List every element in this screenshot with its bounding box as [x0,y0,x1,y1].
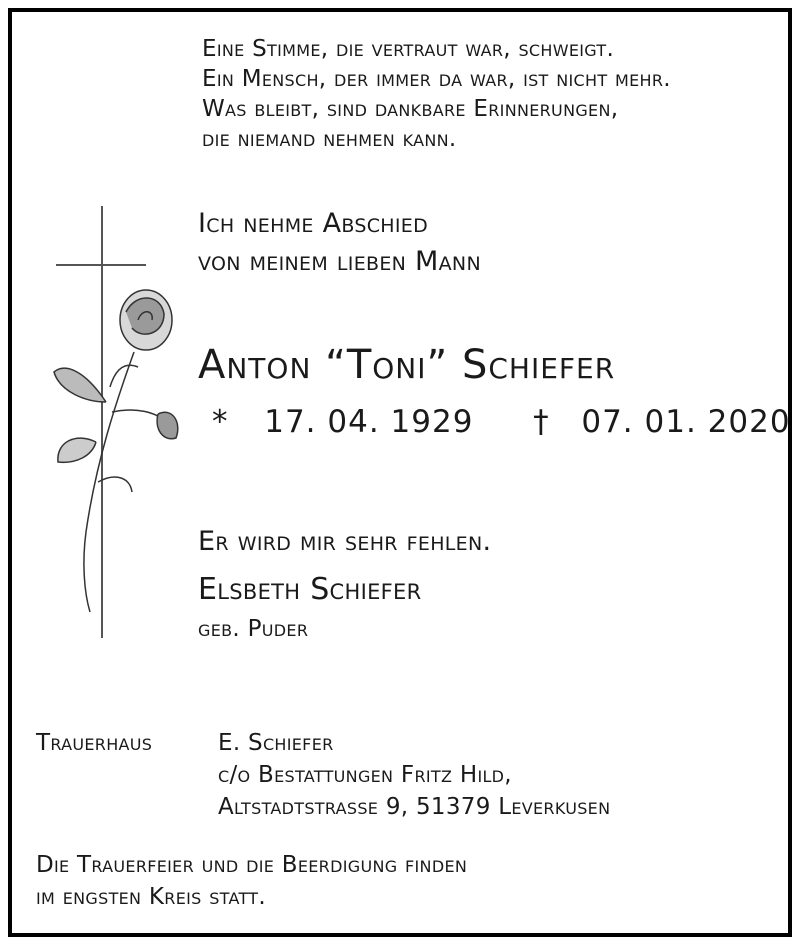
notice-line-1: Die Trauerfeier und die Beerdigung finden [36,852,468,878]
closing-personal: Er wird mir sehr fehlen. [198,526,492,557]
rose-icon [54,290,178,612]
death-symbol: † [533,404,550,440]
poem-line-2: Ein Mensch, der immer da war, ist nicht mehr. [202,66,671,92]
death-date: 07. 01. 2020 [581,404,791,440]
birth-symbol: * [212,404,229,440]
birth-date: 17. 04. 1929 [264,404,474,440]
address-co: c/o Bestattungen Fritz Hild, [218,762,512,788]
cross-icon [46,202,186,642]
address-label: Trauerhaus [36,730,153,756]
address-street: Altstadtstrasse 9, 51379 Leverkusen [218,794,611,820]
deceased-name: Anton “Toni” Schiefer [198,342,616,388]
poem-line-3: Was bleibt, sind dankbare Erinnerungen, [202,96,619,122]
signer-maiden-name: geb. Puder [198,616,309,642]
farewell-line-2: von meinem lieben Mann [198,246,481,277]
notice-line-2: im engsten Kreis statt. [36,884,266,910]
obituary-frame [8,8,792,937]
signer-name: Elsbeth Schiefer [198,572,422,607]
poem-line-1: Eine Stimme, die vertraut war, schweigt. [202,36,615,62]
farewell-line-1: Ich nehme Abschied [198,208,429,239]
address-name: E. Schiefer [218,730,334,756]
life-dates [212,404,791,440]
poem-line-4: die niemand nehmen kann. [202,126,457,152]
